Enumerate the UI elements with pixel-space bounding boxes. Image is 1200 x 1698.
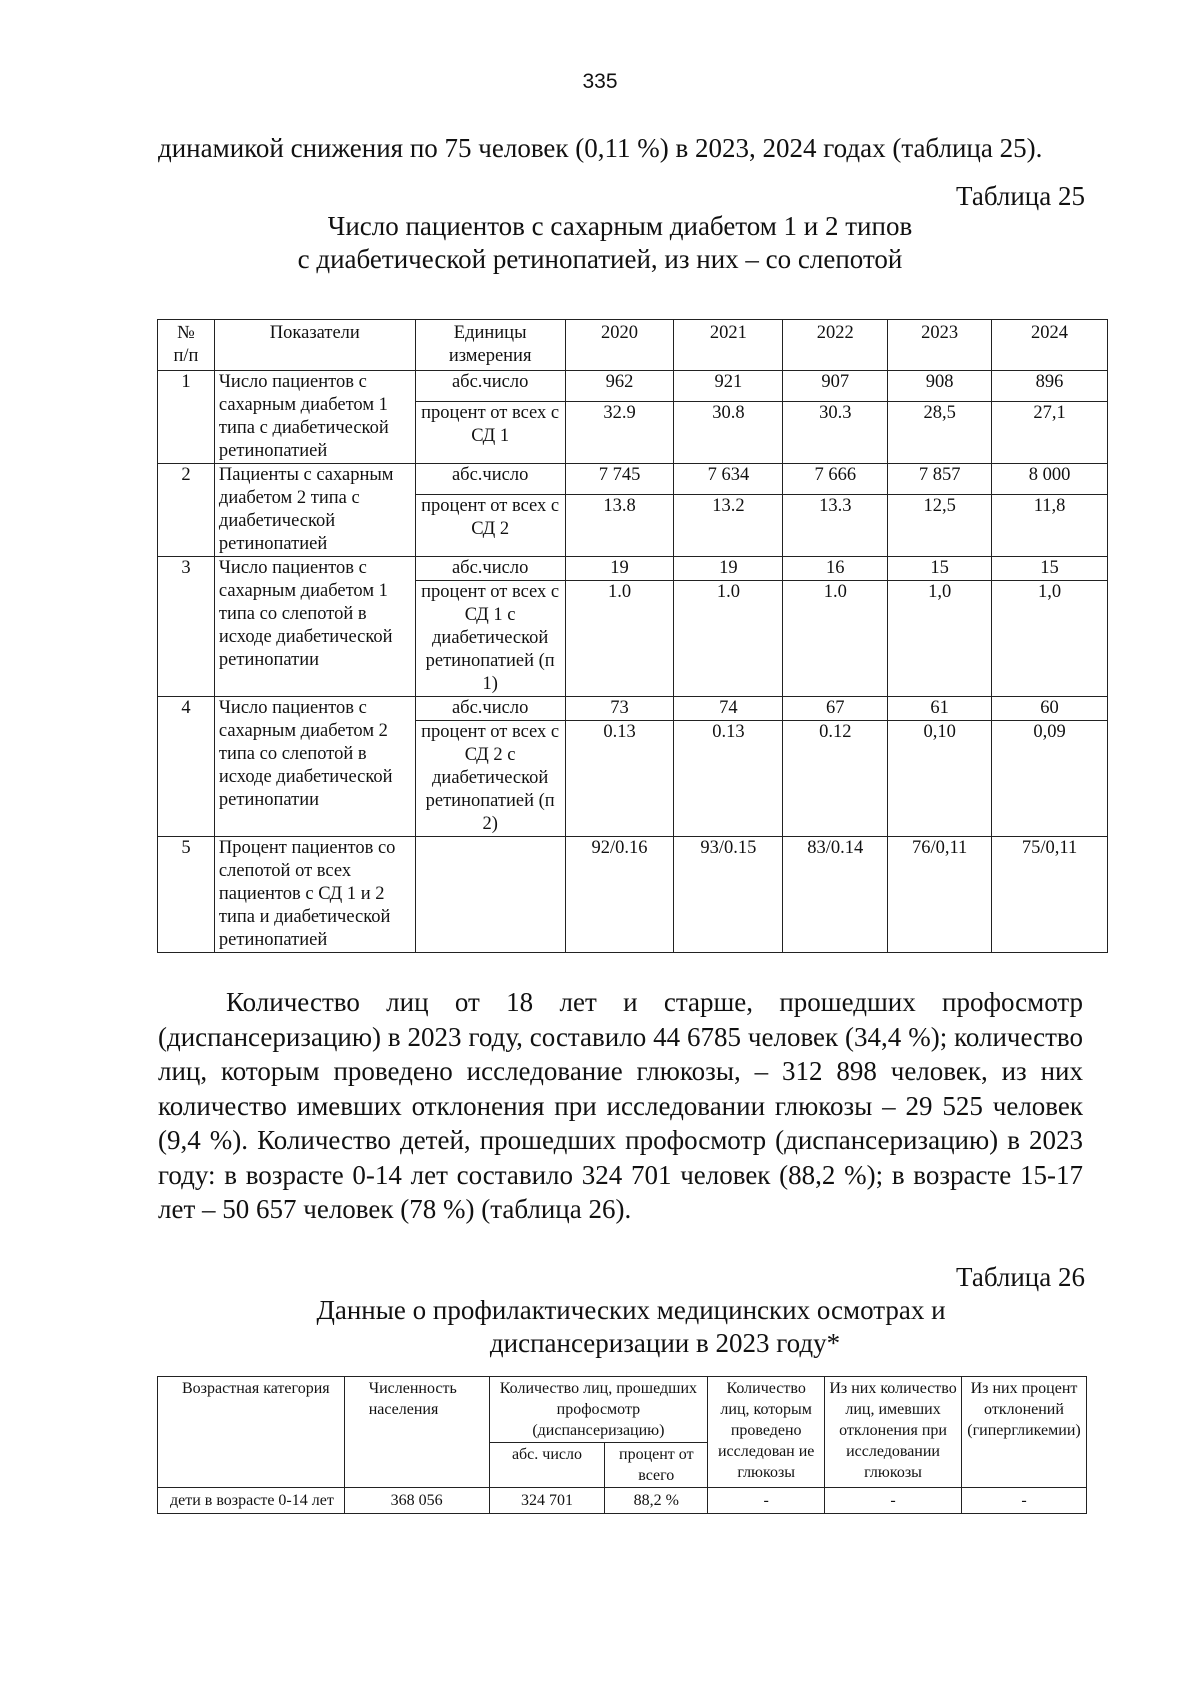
value-pct: 13.2	[674, 495, 783, 557]
table25-header-row	[158, 320, 1108, 371]
value-pct: 1.0	[674, 581, 783, 697]
value-abs: 67	[783, 697, 888, 721]
unit-abs	[415, 837, 565, 953]
value-pct: 32.9	[565, 402, 674, 464]
header-num: № п/п	[158, 320, 215, 371]
row-indicator: Число пациентов с сахарным диабетом 2 типа со слепотой в исходе диабетической ретинопатии	[214, 697, 415, 837]
value-pct: 1,0	[992, 581, 1108, 697]
value-abs: 8 000	[992, 464, 1108, 495]
value-abs: 921	[674, 371, 783, 402]
table26-title-line2: диспансеризации в 2023 году*	[489, 1328, 841, 1358]
value-pct: 0.12	[783, 721, 888, 837]
unit-pct: процент от всех с СД 1 с диабетической ретинопатией (п 1)	[415, 581, 565, 697]
row-glucose: -	[708, 1488, 825, 1514]
value-pct: 11,8	[992, 495, 1108, 557]
value-pct: 28,5	[888, 402, 992, 464]
row-number: 3	[158, 557, 215, 697]
value-abs: 7 857	[888, 464, 992, 495]
row-deviations: -	[825, 1488, 962, 1514]
table26-title	[0, 1294, 1200, 1360]
row-number: 1	[158, 371, 215, 464]
table25-caption: Таблица 25	[956, 181, 1085, 211]
row-abs: 324 701	[489, 1488, 605, 1514]
unit-pct: процент от всех с СД 2 с диабетической ретинопатией (п 2)	[415, 721, 565, 837]
row-indicator: Число пациентов с сахарным диабетом 1 типа с диабетической ретинопатией	[214, 371, 415, 464]
table25-row	[158, 837, 1108, 953]
value-pct: 0.13	[674, 721, 783, 837]
table25-row	[158, 557, 1108, 581]
row-indicator: Пациенты с сахарным диабетом 2 типа с диабетической ретинопатией	[214, 464, 415, 557]
row-indicator: Процент пациентов со слепотой от всех пациентов с СД 1 и 2 типа и диабетической ретинопатией	[214, 837, 415, 953]
unit-pct: процент от всех с СД 1	[415, 402, 565, 464]
header-pct: процент от всего	[605, 1443, 708, 1488]
header-deviations-pct: Из них процент отклонений (гипергликемии)	[961, 1377, 1086, 1488]
header-year: 2024	[992, 320, 1108, 371]
value-pct: 13.8	[565, 495, 674, 557]
header-year: 2022	[783, 320, 888, 371]
header-age-category: Возрастная категория	[158, 1377, 345, 1488]
row-population: 368 056	[344, 1488, 489, 1514]
header-deviations: Из них количество лиц, имевших отклонения при исследовании глюкозы	[825, 1377, 962, 1488]
value-ratio: 83/0.14	[783, 837, 888, 953]
table26-caption: Таблица 26	[956, 1262, 1085, 1292]
header-year: 2021	[674, 320, 783, 371]
value-pct: 30.3	[783, 402, 888, 464]
row-number: 4	[158, 697, 215, 837]
header-indicator: Показатели	[214, 320, 415, 371]
row-number: 2	[158, 464, 215, 557]
value-pct: 12,5	[888, 495, 992, 557]
value-ratio: 93/0.15	[674, 837, 783, 953]
header-year: 2023	[888, 320, 992, 371]
body-paragraph: Количество лиц от 18 лет и старше, прошедших профосмотр (диспансеризацию) в 2023 году, составило 44 6785 человек (34,4 %); количество лиц, которым проведено исследование глюкозы, – 312 898 человек, из них количество имевших отклонения при исследовании глюкозы – 29 525 человек (9,4 %). Количество детей, прошедших профосмотр (диспансеризацию) в 2023 году: в возрасте 0-14 лет составило 324 701 человек (88,2 %); в возрасте 15-17 лет – 50 657 человек (78 %) (таблица 26).	[158, 987, 1083, 1224]
value-pct: 13.3	[783, 495, 888, 557]
value-abs: 962	[565, 371, 674, 402]
row-age: дети в возрасте 0-14 лет	[158, 1488, 345, 1514]
table25-title-line2: с диабетической ретинопатией, из них – со слепотой	[297, 244, 903, 274]
row-number: 5	[158, 837, 215, 953]
unit-abs: абс.число	[415, 697, 565, 721]
value-abs: 7 745	[565, 464, 674, 495]
unit-abs: абс.число	[415, 464, 565, 495]
table25-row	[158, 697, 1108, 721]
value-pct: 0,09	[992, 721, 1108, 837]
table25-row	[158, 371, 1108, 402]
value-abs: 7 666	[783, 464, 888, 495]
row-indicator: Число пациентов с сахарным диабетом 1 типа со слепотой в исходе диабетической ретинопатии	[214, 557, 415, 697]
table25-row	[158, 464, 1108, 495]
value-abs: 19	[565, 557, 674, 581]
table25-title	[0, 210, 1200, 276]
value-pct: 1,0	[888, 581, 992, 697]
value-abs: 61	[888, 697, 992, 721]
value-pct: 27,1	[992, 402, 1108, 464]
table26-row	[158, 1488, 1087, 1514]
value-abs: 74	[674, 697, 783, 721]
value-abs: 908	[888, 371, 992, 402]
table26-header-row	[158, 1377, 1087, 1443]
unit-abs: абс.число	[415, 371, 565, 402]
unit-abs: абс.число	[415, 557, 565, 581]
unit-pct: процент от всех с СД 2	[415, 495, 565, 557]
table26-title-line1: Данные о профилактических медицинских осмотрах и	[316, 1295, 946, 1325]
value-abs: 73	[565, 697, 674, 721]
value-abs: 60	[992, 697, 1108, 721]
header-glucose-tested: Количество лиц, которым проведено исследован ие глюкозы	[708, 1377, 825, 1488]
value-abs: 907	[783, 371, 888, 402]
value-pct: 30.8	[674, 402, 783, 464]
value-pct: 0.13	[565, 721, 674, 837]
header-checked-group: Количество лиц, прошедших профосмотр (диспансеризацию)	[489, 1377, 708, 1443]
value-abs: 15	[992, 557, 1108, 581]
table-25	[157, 319, 1108, 953]
row-deviations-pct: -	[961, 1488, 1086, 1514]
value-pct: 1.0	[565, 581, 674, 697]
value-pct: 0,10	[888, 721, 992, 837]
value-ratio: 76/0,11	[888, 837, 992, 953]
table25-title-line1: Число пациентов с сахарным диабетом 1 и 2 типов	[327, 211, 913, 241]
header-year: 2020	[565, 320, 674, 371]
intro-paragraph: динамикой снижения по 75 человек (0,11 %) в 2023, 2024 годах (таблица 25).	[158, 133, 1043, 163]
value-abs: 15	[888, 557, 992, 581]
value-ratio: 92/0.16	[565, 837, 674, 953]
row-pct: 88,2 %	[605, 1488, 708, 1514]
value-ratio: 75/0,11	[992, 837, 1108, 953]
page-number: 335	[582, 70, 618, 93]
value-pct: 1.0	[783, 581, 888, 697]
header-abs: абс. число	[489, 1443, 605, 1488]
header-population: Численность населения	[344, 1377, 489, 1488]
table-26	[157, 1376, 1087, 1514]
value-abs: 896	[992, 371, 1108, 402]
value-abs: 16	[783, 557, 888, 581]
value-abs: 7 634	[674, 464, 783, 495]
value-abs: 19	[674, 557, 783, 581]
header-units: Единицы измерения	[415, 320, 565, 371]
